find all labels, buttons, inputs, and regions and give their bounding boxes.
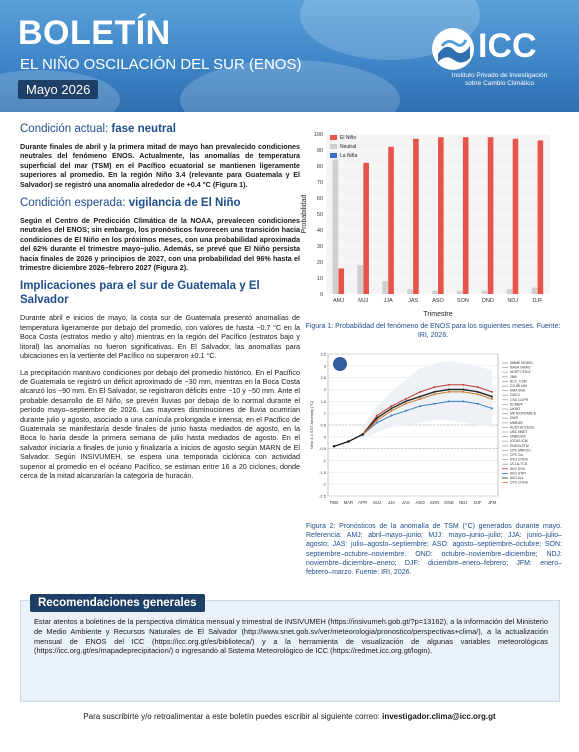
series-point — [448, 389, 450, 391]
series-point — [477, 391, 479, 393]
header-banner — [0, 0, 579, 112]
legend-label: UBC NNET — [510, 430, 528, 434]
x-tick-label: MAR — [343, 500, 354, 505]
bar-el-niño — [438, 137, 444, 294]
legend-label: CPC CA — [510, 453, 523, 457]
bulletin-title: BOLETÍN — [18, 14, 171, 52]
figure-1-caption: Figura 1: Probabilidad del fenómeno de ENOS para los siguientes meses. Fuente: IRI, 2026. — [305, 323, 561, 339]
y-tick-label: 10 — [316, 276, 323, 282]
series-point — [477, 403, 479, 405]
x-tick-label: ASO — [432, 298, 444, 304]
series-point — [491, 391, 493, 393]
x-tick-label: SON — [456, 298, 469, 304]
x-tick-label: OND — [481, 298, 494, 304]
bar-el-niño — [363, 163, 369, 294]
bar-el-niño — [513, 139, 519, 294]
icc-logo — [432, 22, 567, 92]
observed-point — [333, 445, 335, 447]
legend-label: UKMO — [510, 407, 521, 411]
y-tick-label: 3 — [323, 363, 326, 369]
logo-subtitle — [432, 72, 567, 88]
bar-el-niño — [338, 268, 344, 294]
y-tick-label: 1 — [323, 410, 326, 416]
iri-logo-icon — [333, 357, 347, 371]
date-badge: Mayo 2026 — [18, 80, 98, 99]
series-point — [390, 410, 392, 412]
legend-label: AVG DYN — [510, 466, 526, 471]
expected-condition-text: Según el Centro de Predicción Climática de la NOAA, prevalecen condiciones neutrales del ENOS; sin embargo, los pronósticos favorecen una transición hacia condiciones de El Niño en los próximos meses, con una probabilidad aproximada del 62% durante el trimestre mayo–julio. Además, se prevé que El Niño persista hacia finales de 2026 y principios de 2027, con una probabilidad del 96% hasta el trimestre diciembre 2026–febrero 2027 (Figura 2). — [20, 216, 300, 273]
footer-email[interactable]: investigador.clima@icc.org.gt — [382, 712, 496, 721]
legend-label: NTU CODA — [510, 457, 528, 462]
bar-neutral — [507, 289, 513, 294]
legend-swatch — [330, 144, 337, 149]
legend-label: METEOFRANCE — [510, 411, 536, 416]
series-point — [405, 403, 407, 405]
series-point — [405, 400, 407, 402]
bar-neutral — [357, 265, 363, 294]
legend-label: MMEAN — [510, 420, 523, 425]
y-tick-label: 100 — [313, 132, 323, 138]
bulletin-subtitle: EL NIÑO OSCILACIÓN DEL SUR (ENOS) — [20, 56, 302, 73]
y-tick-label: 0 — [319, 292, 323, 298]
series-point — [405, 410, 407, 412]
expected-condition-value: vigilancia de El Niño — [128, 197, 241, 210]
series-point — [390, 405, 392, 407]
x-tick-label: AMJ — [332, 298, 344, 304]
observed-point — [362, 433, 364, 435]
current-condition-text: Durante finales de abril y la primera mitad de mayo han prevalecido condiciones neutrales del fenómeno ENOS. Actualmente, las anomalías de temperatura superficial del mar (TSM) en el Pacífico ecuatorial se mantienen ligeramente superiores al promedio. En la región Niño 3.4 (relevante para Guatemala y El Salvador) se registró una anomalía alrededor de +0.4 °C (Figura 1). — [20, 142, 300, 189]
y-tick-label: 20 — [316, 260, 323, 266]
y-tick-label: 30 — [316, 244, 323, 250]
legend-label: CSU CLIPR — [510, 397, 529, 402]
series-point — [376, 422, 378, 424]
legend-label: CPC CONS — [510, 480, 528, 485]
x-tick-label: NDJ — [459, 500, 468, 505]
legend-label: ENSOLSTM — [510, 443, 529, 448]
footer-text: Para suscribirte y/o retroalimentar a este boletín puedes escribir al siguiente correo: — [83, 712, 383, 721]
series-point — [448, 400, 450, 402]
legend-label: CPC MRKOV — [510, 448, 531, 453]
y-tick-label: -2.5 — [319, 493, 326, 499]
y-tick-label: 80 — [316, 164, 323, 170]
x-tick-label: JJA — [387, 500, 396, 505]
y-tick-label: 3.5 — [320, 351, 326, 357]
y-tick-label: 2 — [323, 387, 326, 392]
legend-label: Neutral — [340, 144, 357, 150]
x-axis-label: Trimestre — [423, 311, 453, 318]
bar-neutral — [482, 291, 488, 294]
left-column — [20, 122, 300, 487]
series-point — [491, 398, 493, 400]
y-tick-label: 0.5 — [320, 422, 326, 428]
series-point — [419, 398, 421, 400]
legend-label: NCEP CFSv2 — [510, 370, 531, 375]
observed-point — [347, 440, 349, 442]
implications-paragraph-2: La precipitación mantuvo condiciones por debajo del promedio histórico. En el Pacífico de Guatemala se registró un déficit aproximado de −30 mm, mientras en la Boca Costa alcanzó los −90 mm. En El Salvador, se registraron déficits entre −10 y −50 mm. Ante el probable desarrollo de El Niño, se prevén lluvias por debajo de lo normal durante el período mayo–septiembre de 2026. Las mayores disminuciones de lluvia ocurrirían durante julio y agosto, asociado a una canícula prolongada e intensa; en el Pacífico de Guatemala se manifestaría desde finales de junio hasta mediados de agosto, en la Boca lo haría desde la primera semana de julio hasta mediados de agosto. En el salvador iniciaría a finales de junio y finalizaría a inicios de agosto según MARN de El Salvador. Según INSIVUMEH, se espera una temporada ciclónica con actividad superior al promedio en el océano Pacífico, se estiman entre 16 a 20 ciclones, donde cerca de la mitad alcanzarían la categoría de huracán. — [20, 367, 300, 480]
series-point — [390, 407, 392, 409]
x-tick-label: SON — [429, 500, 440, 505]
series-point — [462, 389, 464, 391]
x-tick-label: DJF — [532, 298, 543, 304]
legend-label: AVG ALL — [510, 476, 524, 480]
implications-title — [20, 279, 300, 307]
series-point — [448, 391, 450, 393]
legend-label: AUST-ACCESS — [510, 425, 534, 430]
current-condition-prefix: Condición actual: — [20, 123, 112, 135]
bar-el-niño — [463, 137, 469, 294]
series-point — [477, 386, 479, 388]
series-point — [376, 419, 378, 421]
legend-swatch — [330, 135, 337, 140]
legend-label: CS-IRI-MM — [510, 384, 527, 388]
recommendations-text: Estar atentos a boletines de la perspectiva climática mensual y trimestral de INSIVUMEH (https://insivumeh.gob.gt/?p=13162), a la información del Ministerio de Medio Ambiente y Recursos Naturales de El Salvador (http://www.snet.gob.sv/ver/meteorologia/pronostico/perspectivas+clima/), a la actualización mensual de ENOS del ICC (https://icc.org.gt/es/biblioteca/) y a la herramienta de visualización de algunas variables meteorológicas (https://icc.org.gt/es/mapadeprecipitacion/) o ingresando al Sistema Meteorológico de ICC (https://redmet.icc.org.gt/login). — [34, 617, 548, 656]
x-tick-label: JAS — [408, 298, 419, 304]
figure-2-caption: Figura 2: Pronósticos de la anomalía de TSM (°C) generados durante mayo. Referencia: AMJ: abril–mayo–junio; MJJ: mayo–junio–julio; JJA: junio–julio–agosto; JAS: julio–agosto–septiembre; ASO: agosto–septiembre–octubre; SON: septiembre–octubre–noviembre. OND: octubre–noviembre–diciembre; NDJ: noviembre–diciembre–enero; DJF: diciembre–enero–febrero; JFM: enero–febrero–marzo. Fuente: IRI, 2026. — [306, 523, 562, 577]
x-tick-label: ASO — [415, 500, 425, 505]
legend-label: UNB/CWC — [510, 434, 527, 439]
series-point — [419, 405, 421, 407]
enso-probability-bar-chart — [298, 124, 560, 320]
y-axis-label: Probabilidad — [301, 194, 308, 234]
series-point — [491, 407, 493, 409]
logo-subtitle-line-1: Instituto Privado de Investigación — [451, 72, 548, 79]
series-point — [462, 384, 464, 386]
current-condition-title — [20, 122, 300, 136]
x-tick-label: MJJ — [373, 500, 382, 505]
y-tick-label: -0.5 — [319, 446, 326, 452]
series-point — [376, 417, 378, 419]
x-tick-label: FEB — [329, 500, 339, 505]
series-point — [434, 391, 436, 393]
y-tick-label: 50 — [316, 212, 323, 218]
bar-el-niño — [388, 147, 394, 294]
recommendations-title: Recomendaciones generales — [30, 594, 205, 612]
series-point — [462, 400, 464, 402]
footer — [0, 712, 579, 721]
icc-logo-mark-icon — [432, 28, 474, 70]
bar-neutral — [457, 291, 463, 294]
bar-neutral — [333, 160, 339, 294]
bar-neutral — [407, 289, 413, 294]
bar-el-niño — [413, 139, 419, 294]
y-tick-label: 90 — [316, 148, 323, 154]
legend-label: KMA SNU — [510, 388, 526, 393]
implications-title-text: Implicaciones para el sur de Guatemala y El Salvador — [20, 280, 260, 307]
x-tick-label: DJF — [473, 500, 482, 505]
series-point — [462, 391, 464, 393]
legend-label: UCLA-TCD — [510, 462, 528, 467]
series-point — [390, 415, 392, 417]
x-tick-label: APR — [358, 500, 368, 505]
legend-swatch — [330, 153, 337, 158]
legend-label: ECMWF — [510, 402, 523, 407]
y-tick-label: 70 — [316, 180, 323, 186]
legend-label: El Niño — [340, 135, 357, 141]
bar-neutral — [382, 281, 388, 294]
legend-label: JMA — [510, 374, 517, 379]
expected-condition-title — [20, 196, 300, 210]
y-tick-label: 1.5 — [320, 398, 326, 404]
y-tick-label: 60 — [316, 196, 323, 202]
bar-neutral — [432, 291, 438, 294]
legend-label: IOCAS ICM — [510, 439, 528, 444]
expected-condition-prefix: Condición esperada: — [20, 197, 129, 210]
series-point — [405, 398, 407, 400]
y-tick-label: 2.5 — [320, 375, 326, 381]
x-tick-label: NDJ — [507, 298, 519, 304]
series-point — [434, 403, 436, 405]
legend-label: BCC_CSM — [510, 379, 527, 384]
current-condition-value: fase neutral — [111, 123, 176, 135]
y-tick-label: -1.5 — [319, 469, 326, 475]
legend-label: AVG STAT — [510, 471, 527, 476]
bar-el-niño — [538, 140, 544, 294]
series-point — [448, 384, 450, 386]
series-point — [419, 396, 421, 398]
bar-neutral — [532, 288, 538, 294]
x-tick-label: MJJ — [358, 298, 369, 304]
series-point — [491, 396, 493, 398]
legend-label: La Niña — [340, 153, 358, 159]
x-tick-label: JFM — [487, 500, 497, 505]
series-point — [434, 386, 436, 388]
logo-subtitle-line-2: sobre Cambio Climático — [465, 80, 534, 87]
y-tick-label: -1 — [322, 458, 326, 463]
series-point — [434, 393, 436, 395]
y-tick-label: 0 — [323, 434, 326, 440]
legend-label: NASA GMAO — [510, 365, 531, 370]
logo-text: ICC — [478, 27, 537, 65]
series-point — [477, 393, 479, 395]
implications-paragraph-1: Durante abril e inicios de mayo, la costa sur de Guatemala presentó anomalías de temperatura ligeramente por debajo del promedio, con valores de hasta −0.7 °C en la Boca Costa (estratos medio y alto) mientras en la región del Pacífico (estratos bajo y litoral) las anomalías no fueron significativas. En El Salvador, las anomalías para ubicaciones en la vertiente del Pacífico no superaron ±0.1 °C. — [20, 313, 300, 361]
series-point — [419, 391, 421, 393]
legend-label: NMME MODEL — [510, 361, 534, 365]
x-tick-label: JJA — [383, 298, 393, 304]
y-tick-label: -2 — [322, 481, 326, 487]
legend-label: CMCC — [510, 393, 521, 398]
series-point — [376, 415, 378, 417]
x-tick-label: JAS — [401, 500, 410, 505]
sst-anomaly-plume-chart — [306, 346, 560, 518]
y-tick-label: 40 — [316, 228, 323, 234]
y-axis-label: Niño 3.4 SST Anomaly (°C) — [309, 400, 314, 450]
x-tick-label: OND — [444, 500, 454, 505]
legend-label: DWD — [510, 416, 519, 421]
bar-el-niño — [488, 137, 494, 294]
